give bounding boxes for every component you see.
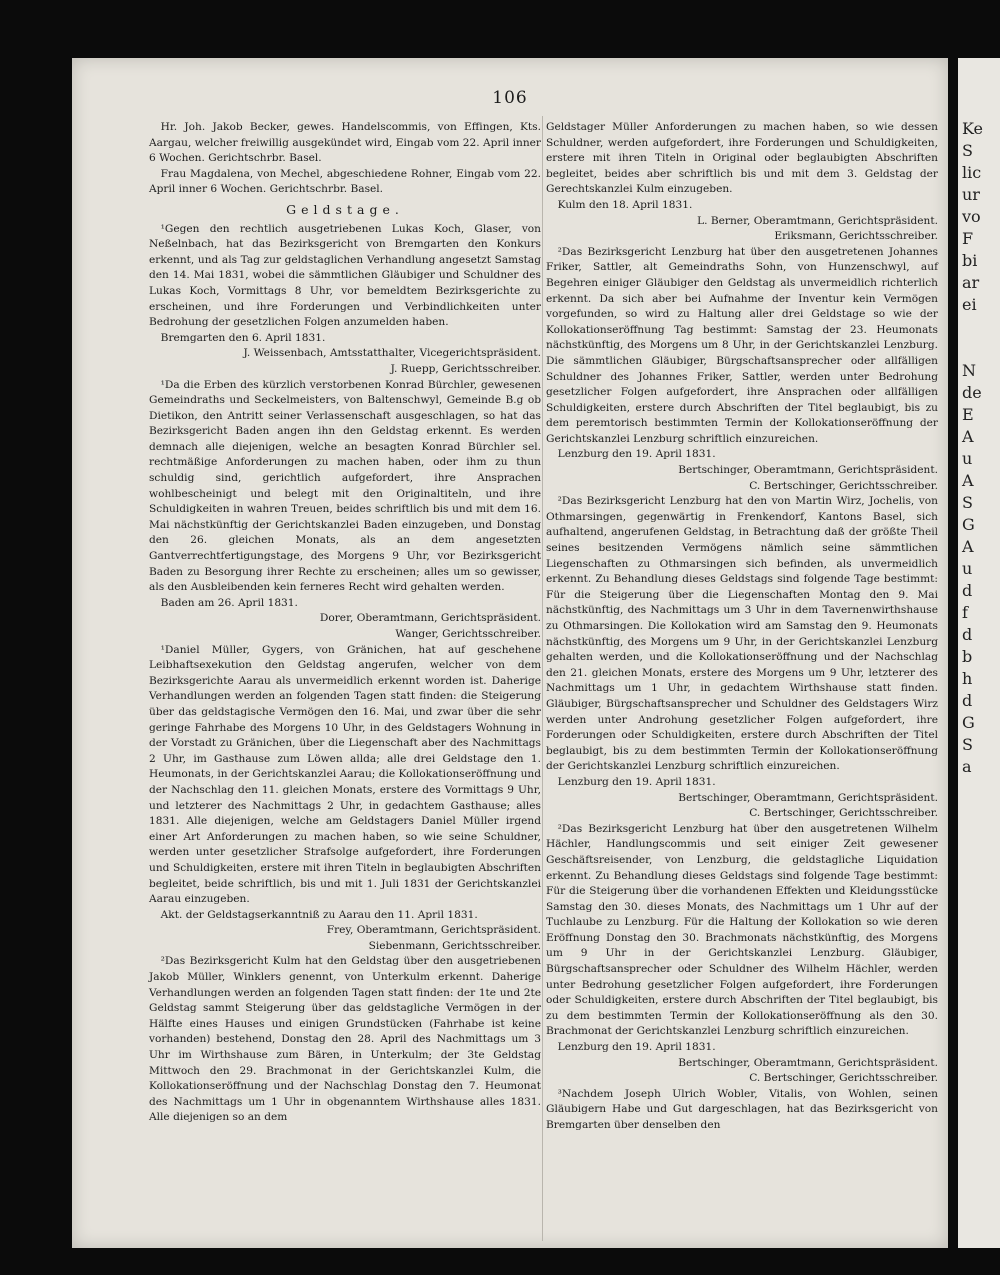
signature-line: J. Weissenbach, Amtsstatthalter, Vicegerichtspräsident. xyxy=(243,347,541,360)
notice-paragraph: Lenzburg den 19. April 1831. xyxy=(557,1041,716,1054)
adjacent-page-fragment: ur xyxy=(962,185,980,204)
notice-paragraph: ¹Da die Erben des kürzlich verstorbenen Konrad Bürchler, gewesenen Gemeindraths und Seckelmeisters, von Baltenschwyl, Gemeinde B.g ob Dietikon, den Antritt seiner Verlassenschaft ausgeschlagen, so hat das Bezirksgericht Baden angen ihn den Geldstag erkennt. Es werden demnach alle diejenigen, welche an besagten Konrad Bürchler sel. rechtmäßige Anforderungen zu machen haben, oder ihm zu thun schuldig sind, gerichtlich aufgefordert, ihre Ansprachen wohlbescheinigt und belegt mit den Originaltiteln, und ihre Schuldigkeiten in wahren Treuen, beides schriftlich bis und mit dem 16. Mai nächstkünftig der Gerichtskanzlei Baden einzugeben, und Donstag den 26. gleichen Monats, als an dem angesetzten Gantverrechtfertigungstage, des Morgens 9 Uhr, vor Bezirksgericht Baden zu Besorgung ihrer Rechte zu erscheinen; alles um so gewisser, als den Ausbleibenden kein ferneres Recht wird gehalten werden. xyxy=(149,378,541,594)
adjacent-page-fragment: A xyxy=(962,537,974,556)
adjacent-page-fragment: Ke xyxy=(962,119,983,138)
signature-line: L. Berner, Oberamtmann, Gerichtspräsident. xyxy=(697,214,938,227)
notice-paragraph: ¹Daniel Müller, Gygers, von Gränichen, hat auf geschehene Leibhaftsexekution den Geldstag angerufen, welcher von dem Bezirksgerichte Aarau als unvermeidlich erkennt worden ist. Daherige Verhandlungen werden an folgenden Tagen statt finden: die Steigerung über das geldstagische Vermögen den 16. Mai, und zwar über die sehr geringe Fahrhabe des Morgens 10 Uhr, in des Geldstagers Wohnung in der Vorstadt zu Gränichen, über die Liegenschaft aber des Nachmittags 2 Uhr, im Gasthause zum Löwen allda; alle drei Geldstage den 1. Heumonats, in der Gerichtskanzlei Aarau; die Kollokationseröffnung und der Nachschlag den 11. gleichen Monats, erstere des Vormittags 9 Uhr, und letzterer des Nachmittags 2 Uhr, in gedachtem Gasthause; alles 1831. Alle diejenigen, welche am Geldstagers Daniel Müller irgend einer Art Anforderungen zu machen haben, so wie seine Schuldner, werden unter gesetzlicher Strafsolge aufgefordert, ihre Forderungen und Schuldigkeiten, erstere mit ihren Titeln in beglaubigten Abschriften begleitet, beide schriftlich, bis und mit 1. Juli 1831 der Gerichtskanzlei Aarau einzugeben. xyxy=(149,643,541,906)
notice-paragraph: ²Das Bezirksgericht Lenzburg hat über den ausgetretenen Johannes Friker, Sattler, alt Gemeindraths Sohn, von Hunzenschwyl, auf Begehren einiger Gläubiger den Geldstag als unvermeidlich richterlich erkennt. Da sich aber bei Aufnahme der Inventur kein Vermögen vorgefunden, so wird zu Haltung aller drei Geldstage so wie der Kollokationseröffnung Tag bestimmt: Samstag der 23. Heumonats nächstkünftig, des Morgens um 8 Uhr, in der Gerichtskanzlei Lenzburg. Die sämmtlichen Gläubiger, Bürgschaftsansprecher oder allfälligen Schuldner des Johannes Friker, Sattler, werden unter Bedrohung gesetzlicher Folgen aufgefordert, ihre Ansprachen oder allfälligen Schuldigkeiten, erstere durch Abschriften der Titel beglaubigt, bis zu dem peremtorisch bestimmten Termin der Kollokationseröffnung der Gerichtskanzlei Lenzburg schriftlich einzureichen. xyxy=(546,245,938,445)
adjacent-page-fragment: d xyxy=(962,581,973,600)
signature-line: Siebenmann, Gerichtsschreiber. xyxy=(368,939,541,952)
notice-paragraph: ¹Gegen den rechtlich ausgetriebenen Lukas Koch, Glaser, von Neßelnbach, hat das Bezirksgericht von Bremgarten den Konkurs erkennt, und als Tag zur geldstaglichen Verhandlung angesetzt Samstag den 14. Mai 1831, wobei die sämmtlichen Gläubiger und Schuldner des Lukas Koch, Vormittags 8 Uhr, vor bemeldtem Bezirksgerichte zu erscheinen, und ihre Forderungen und Verbindlichkeiten unter Bedrohung der gesetzlichen Folgen anzumelden haben. xyxy=(149,222,541,329)
adjacent-page-fragment: S xyxy=(962,735,973,754)
notice-paragraph: ²Das Bezirksgericht Lenzburg hat den von Martin Wirz, Jochelis, von Othmarsingen, gegenwärtig in Frenkendorf, Kantons Basel, sich aufhaltend, angerufenen Geldstag, in Betrachtung daß der größte Theil seines besitzenden Vermögens nämlich seine sämmtlichen Liegenschaften zu Othmarsingen sich befinden, als unvermeidlich erkennt. Zu Behandlung dieses Geldstags sind folgende Tage bestimmt: Für die Steigerung über die Liegenschaften Montag den 9. Mai nächstkünftig, des Nachmittags um 3 Uhr in dem Tavernenwirthshause zu Othmarsingen. Die Kollokation wird am Samstag den 9. Heumonats nächstkünftig, des Morgens um 9 Uhr, in der Gerichtskanzlei Lenzburg gehalten werden, und die Kollokationseröffnung und der Nachschlag den 21. gleichen Monats, erstere des Morgens um 9 Uhr, letzterer des Nachmittags um 1 Uhr, in gedachtem Wirthshause statt finden. Gläubiger, Bürgschaftsansprecher und Schuldner des Geldstagers Wirz werden unter Androhung gesetzlicher Folgen aufgefordert, ihre Forderungen oder Schuldigkeiten, erstere durch Abschriften der Titel beglaubigt, bis zu dem bestimmten Termin der Kollokationseröffnung der Gerichtskanzlei Lenzburg schriftlich einzureichen. xyxy=(546,495,938,773)
section-heading: Geldstage. xyxy=(286,201,404,217)
signature-line: Eriksmann, Gerichtsschreiber. xyxy=(774,230,938,243)
signature-line: Dorer, Oberamtmann, Gerichtspräsident. xyxy=(319,612,541,625)
adjacent-page-fragment: S xyxy=(962,141,973,160)
adjacent-page-fragment: a xyxy=(962,757,972,776)
adjacent-page-fragment: d xyxy=(962,691,973,710)
left-column xyxy=(149,120,541,1126)
adjacent-page-fragment: ei xyxy=(962,295,977,314)
adjacent-page-fragment: N xyxy=(962,361,976,380)
notice-paragraph: Hr. Joh. Jakob Becker, gewes. Handelscommis, von Effingen, Kts. Aargau, welcher freiwillig ausgekündet wird, Eingab vom 22. April inner 6 Wochen. Gerichtschrbr. Basel. xyxy=(149,121,541,165)
adjacent-page-edge xyxy=(958,58,1000,1248)
notice-paragraph: Bremgarten den 6. April 1831. xyxy=(160,331,326,344)
signature-line: C. Bertschinger, Gerichtsschreiber. xyxy=(749,1072,938,1085)
adjacent-page-fragment: u xyxy=(962,559,973,578)
signature-line: Bertschinger, Oberamtmann, Gerichtspräsident. xyxy=(678,1056,938,1069)
signature-line: C. Bertschinger, Gerichtsschreiber. xyxy=(749,807,938,820)
column-divider xyxy=(542,116,543,1241)
adjacent-page-fragment: A xyxy=(962,427,974,446)
adjacent-page-fragment: lic xyxy=(962,163,982,182)
notice-paragraph: Akt. der Geldstagserkanntniß zu Aarau den 11. April 1831. xyxy=(160,908,478,921)
adjacent-page-fragment: de xyxy=(962,383,982,402)
notice-paragraph: Lenzburg den 19. April 1831. xyxy=(557,775,716,788)
adjacent-page-fragment: u xyxy=(962,449,973,468)
adjacent-page-fragment: b xyxy=(962,647,973,666)
signature-line: Frey, Oberamtmann, Gerichtspräsident. xyxy=(326,924,541,937)
signature-line: J. Ruepp, Gerichtsschreiber. xyxy=(390,362,541,375)
adjacent-page-fragment: vo xyxy=(962,207,981,226)
notice-paragraph: Geldstager Müller Anforderungen zu machen haben, so wie dessen Schuldner, werden aufgefordert, ihre Forderungen und Schuldigkeiten, erstere mit ihren Titeln in Original oder beglaubigten Abschriften begleitet, beides aber schriftlich bis und mit dem 3. Geldstag der Gerechtskanzlei Kulm einzugeben. xyxy=(546,121,938,196)
notice-paragraph: ²Das Bezirksgericht Kulm hat den Geldstag über den ausgetriebenen Jakob Müller, Winklers genennt, von Unterkulm erkennt. Daherige Verhandlungen werden an folgenden Tagen statt finden: der 1te und 2te Geldstag sammt Steigerung über das geldstagliche Vermögen in der Hälfte eines Hauses und einigen Grundstücken (Fahrhabe ist keine vorhanden) bestehend, Donstag den 28. April des Nachmittags um 3 Uhr im Wirthshause zum Bären, in Unterkulm; der 3te Geldstag Mittwoch den 29. Brachmonat in der Gerichtskanzlei Kulm, die Kollokationseröffnung und der Nachschlag Donstag den 7. Heumonat des Nachmittags um 1 Uhr in obgenanntem Wirthshause alles 1831. Alle diejenigen so an dem xyxy=(149,955,541,1124)
signature-line: Wanger, Gerichtsschreiber. xyxy=(395,628,541,640)
page-number: 106 xyxy=(492,88,528,108)
right-column xyxy=(546,120,938,1134)
notice-paragraph: ²Das Bezirksgericht Lenzburg hat über den ausgetretenen Wilhelm Hächler, Handlungscommis und seit einiger Zeit gewesener Geschäftsreisender, von Lenzburg, die geldstagliche Liquidation erkennt. Zu Behandlung dieses Geldstags sind folgende Tage bestimmt: Für die Steigerung über die vorhandenen Effekten und Kleidungsstücke Samstag den 30. dieses Monats, des Nachmittags um 1 Uhr auf der Tuchlaube zu Lenzburg. Für die Haltung der Kollokation so wie deren Eröffnung Donstag den 30. Brachmonats nächstkünftig, des Morgens um 9 Uhr in der Gerichtskanzlei Lenzburg. Gläubiger, Bürgschaftsansprecher oder Schuldner des Wilhelm Hächler, werden unter Bedrohung gesetzlicher Folgen aufgefordert, ihre Forderungen oder Schuldigkeiten, erstere durch Abschriften der Titel beglaubigt, bis zu dem bestimmten Termin der Kollokationseröffnung als den 30. Brachmonat der Gerichtskanzlei Lenzburg schriftlich einzureichen. xyxy=(546,822,938,1038)
adjacent-page-fragment: h xyxy=(962,669,973,688)
adjacent-page-fragment: A xyxy=(962,471,974,490)
adjacent-page-fragment: E xyxy=(962,405,974,424)
adjacent-page-fragment: f xyxy=(962,603,968,622)
adjacent-page-fragment: d xyxy=(962,625,973,644)
notice-paragraph: Baden am 26. April 1831. xyxy=(160,596,298,609)
notice-paragraph: ³Nachdem Joseph Ulrich Wobler, Vitalis, von Wohlen, seinen Gläubigern Habe und Gut dargeschlagen, hat das Bezirksgericht von Bremgarten über denselben den xyxy=(546,1087,938,1131)
adjacent-page-fragment: G xyxy=(962,713,975,732)
adjacent-page-fragment: bi xyxy=(962,251,978,270)
newspaper-page xyxy=(72,58,948,1248)
notice-paragraph: Frau Magdalena, von Mechel, abgeschiedene Rohner, Eingab vom 22. April inner 6 Wochen. Gerichtschrbr. Basel. xyxy=(149,167,541,196)
notice-paragraph: Kulm den 18. April 1831. xyxy=(557,198,693,211)
adjacent-page-fragment: G xyxy=(962,515,975,534)
adjacent-page-fragment: ar xyxy=(962,273,980,292)
adjacent-page-fragment: F xyxy=(962,229,974,248)
signature-line: Bertschinger, Oberamtmann, Gerichtspräsident. xyxy=(678,791,938,804)
signature-line: Bertschinger, Oberamtmann, Gerichtspräsident. xyxy=(678,464,938,477)
signature-line: C. Bertschinger, Gerichtsschreiber. xyxy=(749,479,938,492)
adjacent-page-fragment: S xyxy=(962,493,973,512)
notice-paragraph: Lenzburg den 19. April 1831. xyxy=(557,448,716,461)
